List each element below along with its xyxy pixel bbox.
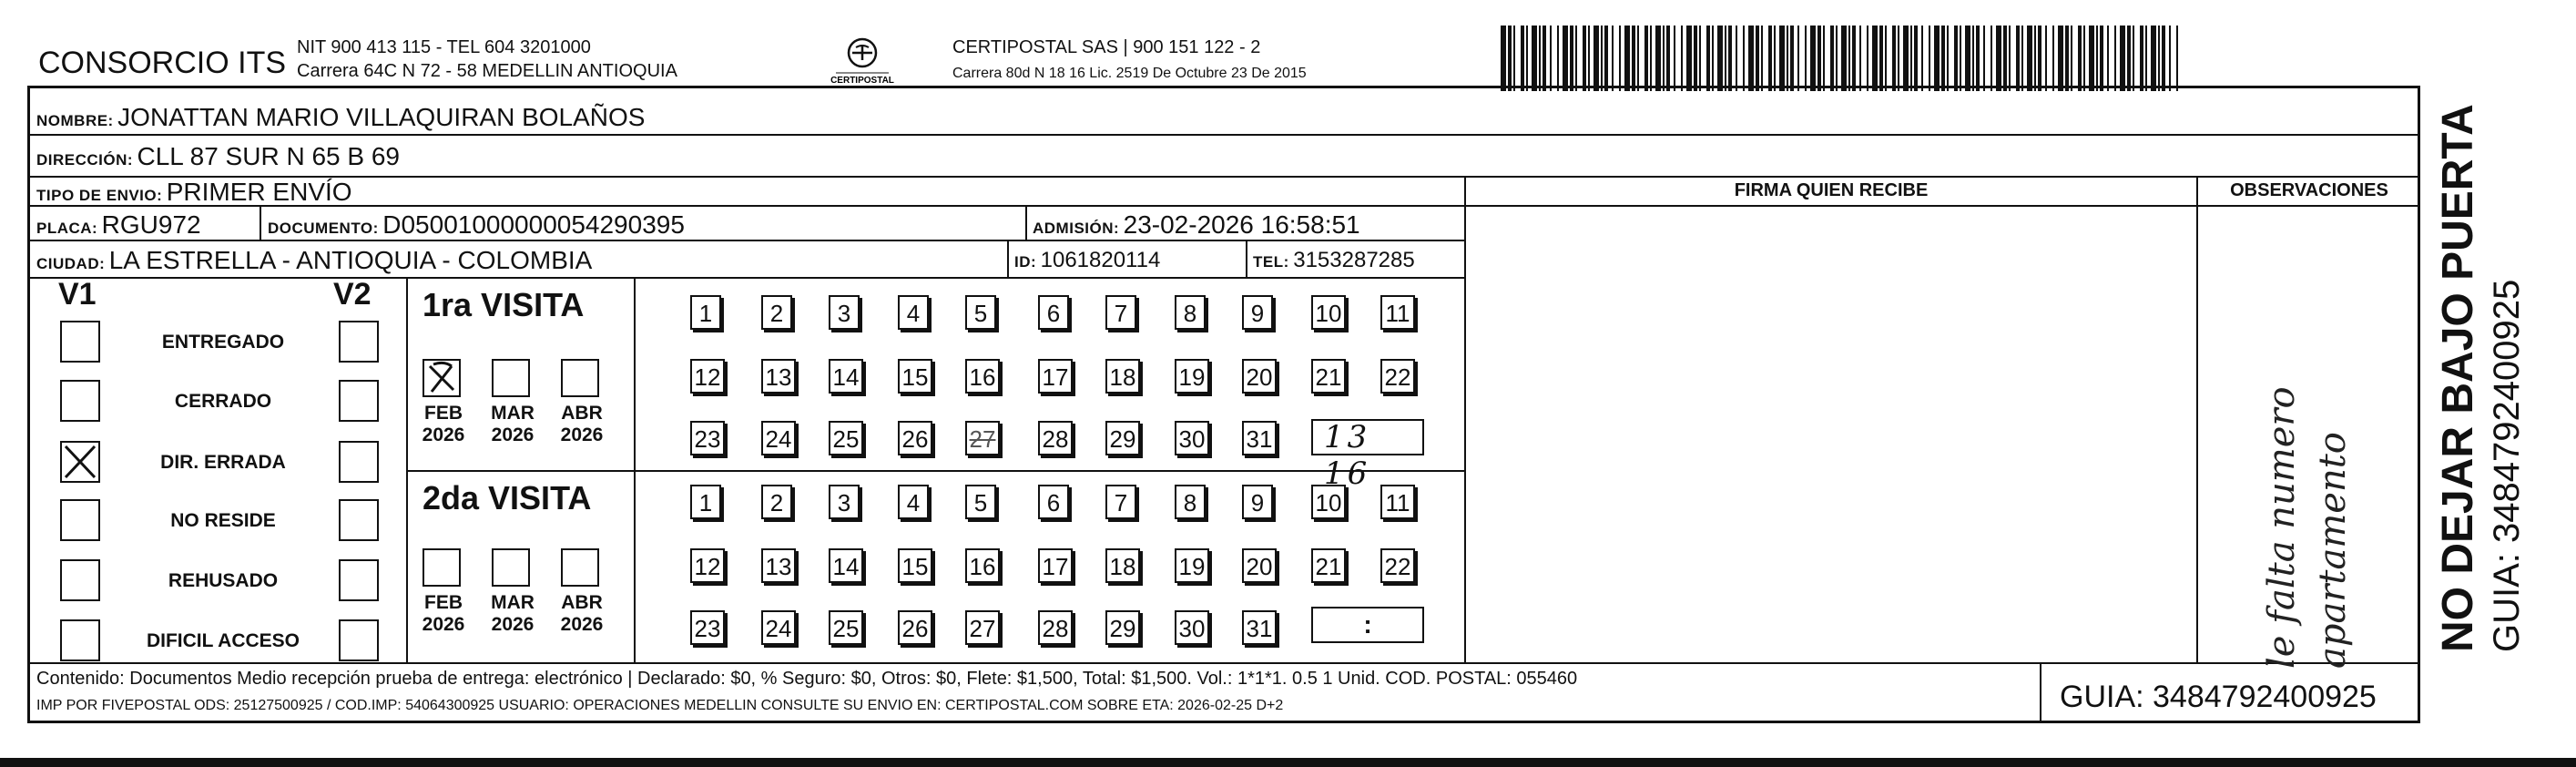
day-box[interactable]: 3	[829, 485, 860, 519]
day-box[interactable]: 18	[1105, 359, 1140, 394]
day-box[interactable]: 29	[1105, 421, 1140, 455]
day-box[interactable]: 19	[1175, 359, 1209, 394]
placa-label: PLACA:	[36, 220, 98, 237]
month-year: 2026	[560, 614, 604, 635]
address-line: Carrera 64C N 72 - 58 MEDELLIN ANTIOQUIA	[297, 61, 677, 81]
tipo-label: TIPO DE ENVIO:	[36, 187, 163, 204]
visit1-time-handwritten: 13 16	[1324, 419, 1371, 492]
status-option-label: REHUSADO	[168, 570, 279, 591]
month-year: 2026	[560, 424, 604, 445]
tel-row	[1253, 248, 1415, 273]
tipo-row	[36, 178, 352, 207]
month-year: 2026	[491, 614, 535, 635]
day-box[interactable]: 5	[965, 295, 996, 330]
license-line: Carrera 80d N 18 16 Lic. 2519 De Octubre 23 De 2015	[952, 66, 1307, 81]
nombre-row	[36, 103, 645, 132]
v1-checkbox[interactable]	[60, 559, 100, 601]
day-box[interactable]: 6	[1038, 485, 1069, 519]
month-name: MAR	[491, 592, 535, 613]
scan-edge	[0, 758, 2576, 767]
ciudad-value: LA ESTRELLA - ANTIOQUIA - COLOMBIA	[108, 246, 593, 274]
day-box[interactable]: 23	[690, 610, 725, 645]
day-box[interactable]: 9	[1242, 485, 1273, 519]
month-label	[412, 403, 475, 446]
day-box[interactable]: 20	[1242, 548, 1277, 583]
day-box[interactable]: 6	[1038, 295, 1069, 330]
v2-checkbox[interactable]	[339, 441, 379, 483]
day-box[interactable]: 28	[1038, 421, 1073, 455]
v2-checkbox[interactable]	[339, 499, 379, 541]
month-checkbox[interactable]	[423, 359, 461, 397]
certipostal-logo	[830, 36, 894, 89]
footer-imp: IMP POR FIVEPOSTAL ODS: 25127500925 / COD.IMP: 54064300925 USUARIO: OPERACIONES MEDELLIN CONSULTE SU ENVIO EN: CERTIPOSTAL.COM SOBRE ETA: 2026-02-25 D+2	[36, 698, 1284, 713]
day-box[interactable]: 18	[1105, 548, 1140, 583]
month-name: FEB	[424, 592, 463, 613]
day-box[interactable]: 16	[965, 548, 1000, 583]
day-box[interactable]: 27	[965, 421, 1000, 455]
status-option-label: ENTREGADO	[161, 332, 285, 353]
day-box[interactable]: 26	[898, 610, 932, 645]
month-name: MAR	[491, 403, 535, 424]
month-year: 2026	[491, 424, 535, 445]
nombre-value: JONATTAN MARIO VILLAQUIRAN BOLAÑOS	[117, 103, 646, 131]
v2-checkbox[interactable]	[339, 321, 379, 363]
day-box[interactable]: 1	[690, 485, 721, 519]
day-box[interactable]: 1	[690, 295, 721, 330]
day-box[interactable]: 21	[1311, 359, 1346, 394]
documento-row	[268, 210, 685, 240]
ciudad-row	[36, 246, 592, 275]
day-box[interactable]: 14	[829, 359, 863, 394]
month-label	[550, 403, 614, 446]
observaciones-header: OBSERVACIONES	[2230, 180, 2388, 200]
documento-value: D05001000000054290395	[382, 210, 685, 239]
day-box[interactable]: 21	[1311, 548, 1346, 583]
documento-label: DOCUMENTO:	[268, 220, 379, 237]
day-box[interactable]: 31	[1242, 610, 1277, 645]
day-box[interactable]: 22	[1380, 359, 1415, 394]
direccion-value: CLL 87 SUR N 65 B 69	[137, 142, 400, 170]
month-year: 2026	[422, 424, 465, 445]
day-box[interactable]: 2	[761, 295, 792, 330]
day-box[interactable]: 8	[1175, 485, 1206, 519]
admision-label: ADMISIÓN:	[1033, 220, 1120, 237]
day-box[interactable]: 13	[761, 359, 796, 394]
month-label	[412, 592, 475, 636]
day-box[interactable]: 30	[1175, 421, 1209, 455]
month-name: ABR	[561, 403, 603, 424]
side-panel	[2429, 86, 2539, 652]
observaciones-area[interactable]	[2198, 208, 2420, 669]
month-name: FEB	[424, 403, 463, 424]
v1-header: V1	[58, 277, 97, 312]
day-box[interactable]: 19	[1175, 548, 1209, 583]
month-checkbox[interactable]	[561, 548, 599, 587]
v1-checkbox[interactable]	[60, 380, 100, 422]
day-box[interactable]: 24	[761, 421, 796, 455]
placa-row	[36, 210, 201, 240]
v2-checkbox[interactable]	[339, 619, 379, 661]
id-row	[1014, 248, 1160, 273]
side-warning: NO DEJAR BAJO PUERTA	[2434, 104, 2482, 652]
status-option-label: DIR. ERRADA	[160, 452, 286, 473]
day-box[interactable]: 8	[1175, 295, 1206, 330]
admision-row	[1033, 210, 1360, 240]
day-box[interactable]: 20	[1242, 359, 1277, 394]
day-box[interactable]: 7	[1105, 295, 1136, 330]
tel-label: TEL:	[1253, 253, 1289, 271]
placa-value: RGU972	[101, 210, 201, 239]
day-box[interactable]: 12	[690, 359, 725, 394]
footer-guia: GUIA: 3484792400925	[2060, 680, 2377, 714]
day-box[interactable]: 10	[1311, 295, 1346, 330]
v2-header: V2	[333, 277, 372, 312]
company-name: CONSORCIO ITS	[38, 46, 287, 80]
logo-text: CERTIPOSTAL	[830, 76, 894, 86]
day-box[interactable]: 28	[1038, 610, 1073, 645]
month-checkbox[interactable]	[561, 359, 599, 397]
day-box[interactable]: 12	[690, 548, 725, 583]
day-box[interactable]: 13	[761, 548, 796, 583]
day-box[interactable]: 27	[965, 610, 1000, 645]
visit2-time-box[interactable]: :	[1311, 607, 1424, 643]
day-box[interactable]: 3	[829, 295, 860, 330]
v1-checkbox[interactable]	[60, 619, 100, 661]
day-box[interactable]: 17	[1038, 548, 1073, 583]
day-box[interactable]: 24	[761, 610, 796, 645]
id-label: ID:	[1014, 253, 1037, 271]
month-label	[550, 592, 614, 636]
visit2-title: 2da VISITA	[423, 479, 592, 516]
observacion-handwritten: le falta numero apartamento	[2261, 386, 2354, 669]
footer-contenido: Contenido: Documentos Medio recepción prueba de entrega: electrónico | Declarado: $0, % Seguro: $0, Otros: $0, Flete: $1,500, Total: $1,500. Vol.: 1*1*1. 0.5 1 Unid. COD. POSTAL: 055460	[36, 669, 1578, 689]
certipostal-line: CERTIPOSTAL SAS | 900 151 122 - 2	[952, 37, 1261, 57]
barcode	[1501, 26, 2178, 91]
day-box[interactable]: 29	[1105, 610, 1140, 645]
nit-line: NIT 900 413 115 - TEL 604 3201000	[297, 37, 591, 57]
v2-checkbox[interactable]	[339, 380, 379, 422]
day-box[interactable]: 2	[761, 485, 792, 519]
day-box[interactable]: 15	[898, 548, 932, 583]
day-box[interactable]: 26	[898, 421, 932, 455]
firma-header: FIRMA QUIEN RECIBE	[1734, 180, 1929, 200]
month-checkbox[interactable]	[423, 548, 461, 587]
day-box[interactable]: 10	[1311, 485, 1346, 519]
status-option-label: DIFICIL ACCESO	[146, 630, 300, 651]
month-label	[481, 403, 545, 446]
day-box[interactable]: 31	[1242, 421, 1277, 455]
tel-value: 3153287285	[1293, 248, 1415, 272]
side-guia: GUIA: 3484792400925	[2487, 279, 2527, 652]
direccion-label: DIRECCIÓN:	[36, 151, 134, 169]
status-option-label: CERRADO	[174, 391, 272, 412]
ciudad-label: CIUDAD:	[36, 255, 106, 272]
day-box[interactable]: 17	[1038, 359, 1073, 394]
day-box[interactable]: 4	[898, 295, 929, 330]
day-box[interactable]: 11	[1380, 295, 1415, 330]
visit1-time-box[interactable]	[1311, 419, 1424, 492]
month-name: ABR	[561, 592, 603, 613]
day-box[interactable]: 23	[690, 421, 725, 455]
v1-checkbox[interactable]	[60, 499, 100, 541]
visit1-title: 1ra VISITA	[423, 286, 585, 323]
month-checkbox[interactable]	[492, 359, 530, 397]
day-box[interactable]: 16	[965, 359, 1000, 394]
day-box[interactable]: 9	[1242, 295, 1273, 330]
day-box[interactable]: 30	[1175, 610, 1209, 645]
nombre-label: NOMBRE:	[36, 112, 114, 129]
direccion-row	[36, 142, 400, 171]
day-box[interactable]: 7	[1105, 485, 1136, 519]
v1-checkbox[interactable]	[60, 441, 100, 483]
day-box[interactable]: 15	[898, 359, 932, 394]
day-box[interactable]: 25	[829, 610, 863, 645]
day-box[interactable]: 22	[1380, 548, 1415, 583]
day-box[interactable]: 14	[829, 548, 863, 583]
month-checkbox[interactable]	[492, 548, 530, 587]
tipo-value: PRIMER ENVÍO	[166, 178, 352, 206]
day-box[interactable]: 5	[965, 485, 996, 519]
day-box[interactable]: 11	[1380, 485, 1415, 519]
id-value: 1061820114	[1040, 248, 1161, 272]
month-year: 2026	[422, 614, 465, 635]
firma-area[interactable]	[1468, 208, 2194, 660]
admision-value: 23-02-2026 16:58:51	[1123, 210, 1360, 239]
v2-checkbox[interactable]	[339, 559, 379, 601]
day-box[interactable]: 4	[898, 485, 929, 519]
day-box[interactable]: 25	[829, 421, 863, 455]
status-option-label: NO RESIDE	[170, 510, 276, 531]
month-label	[481, 592, 545, 636]
v1-checkbox[interactable]	[60, 321, 100, 363]
